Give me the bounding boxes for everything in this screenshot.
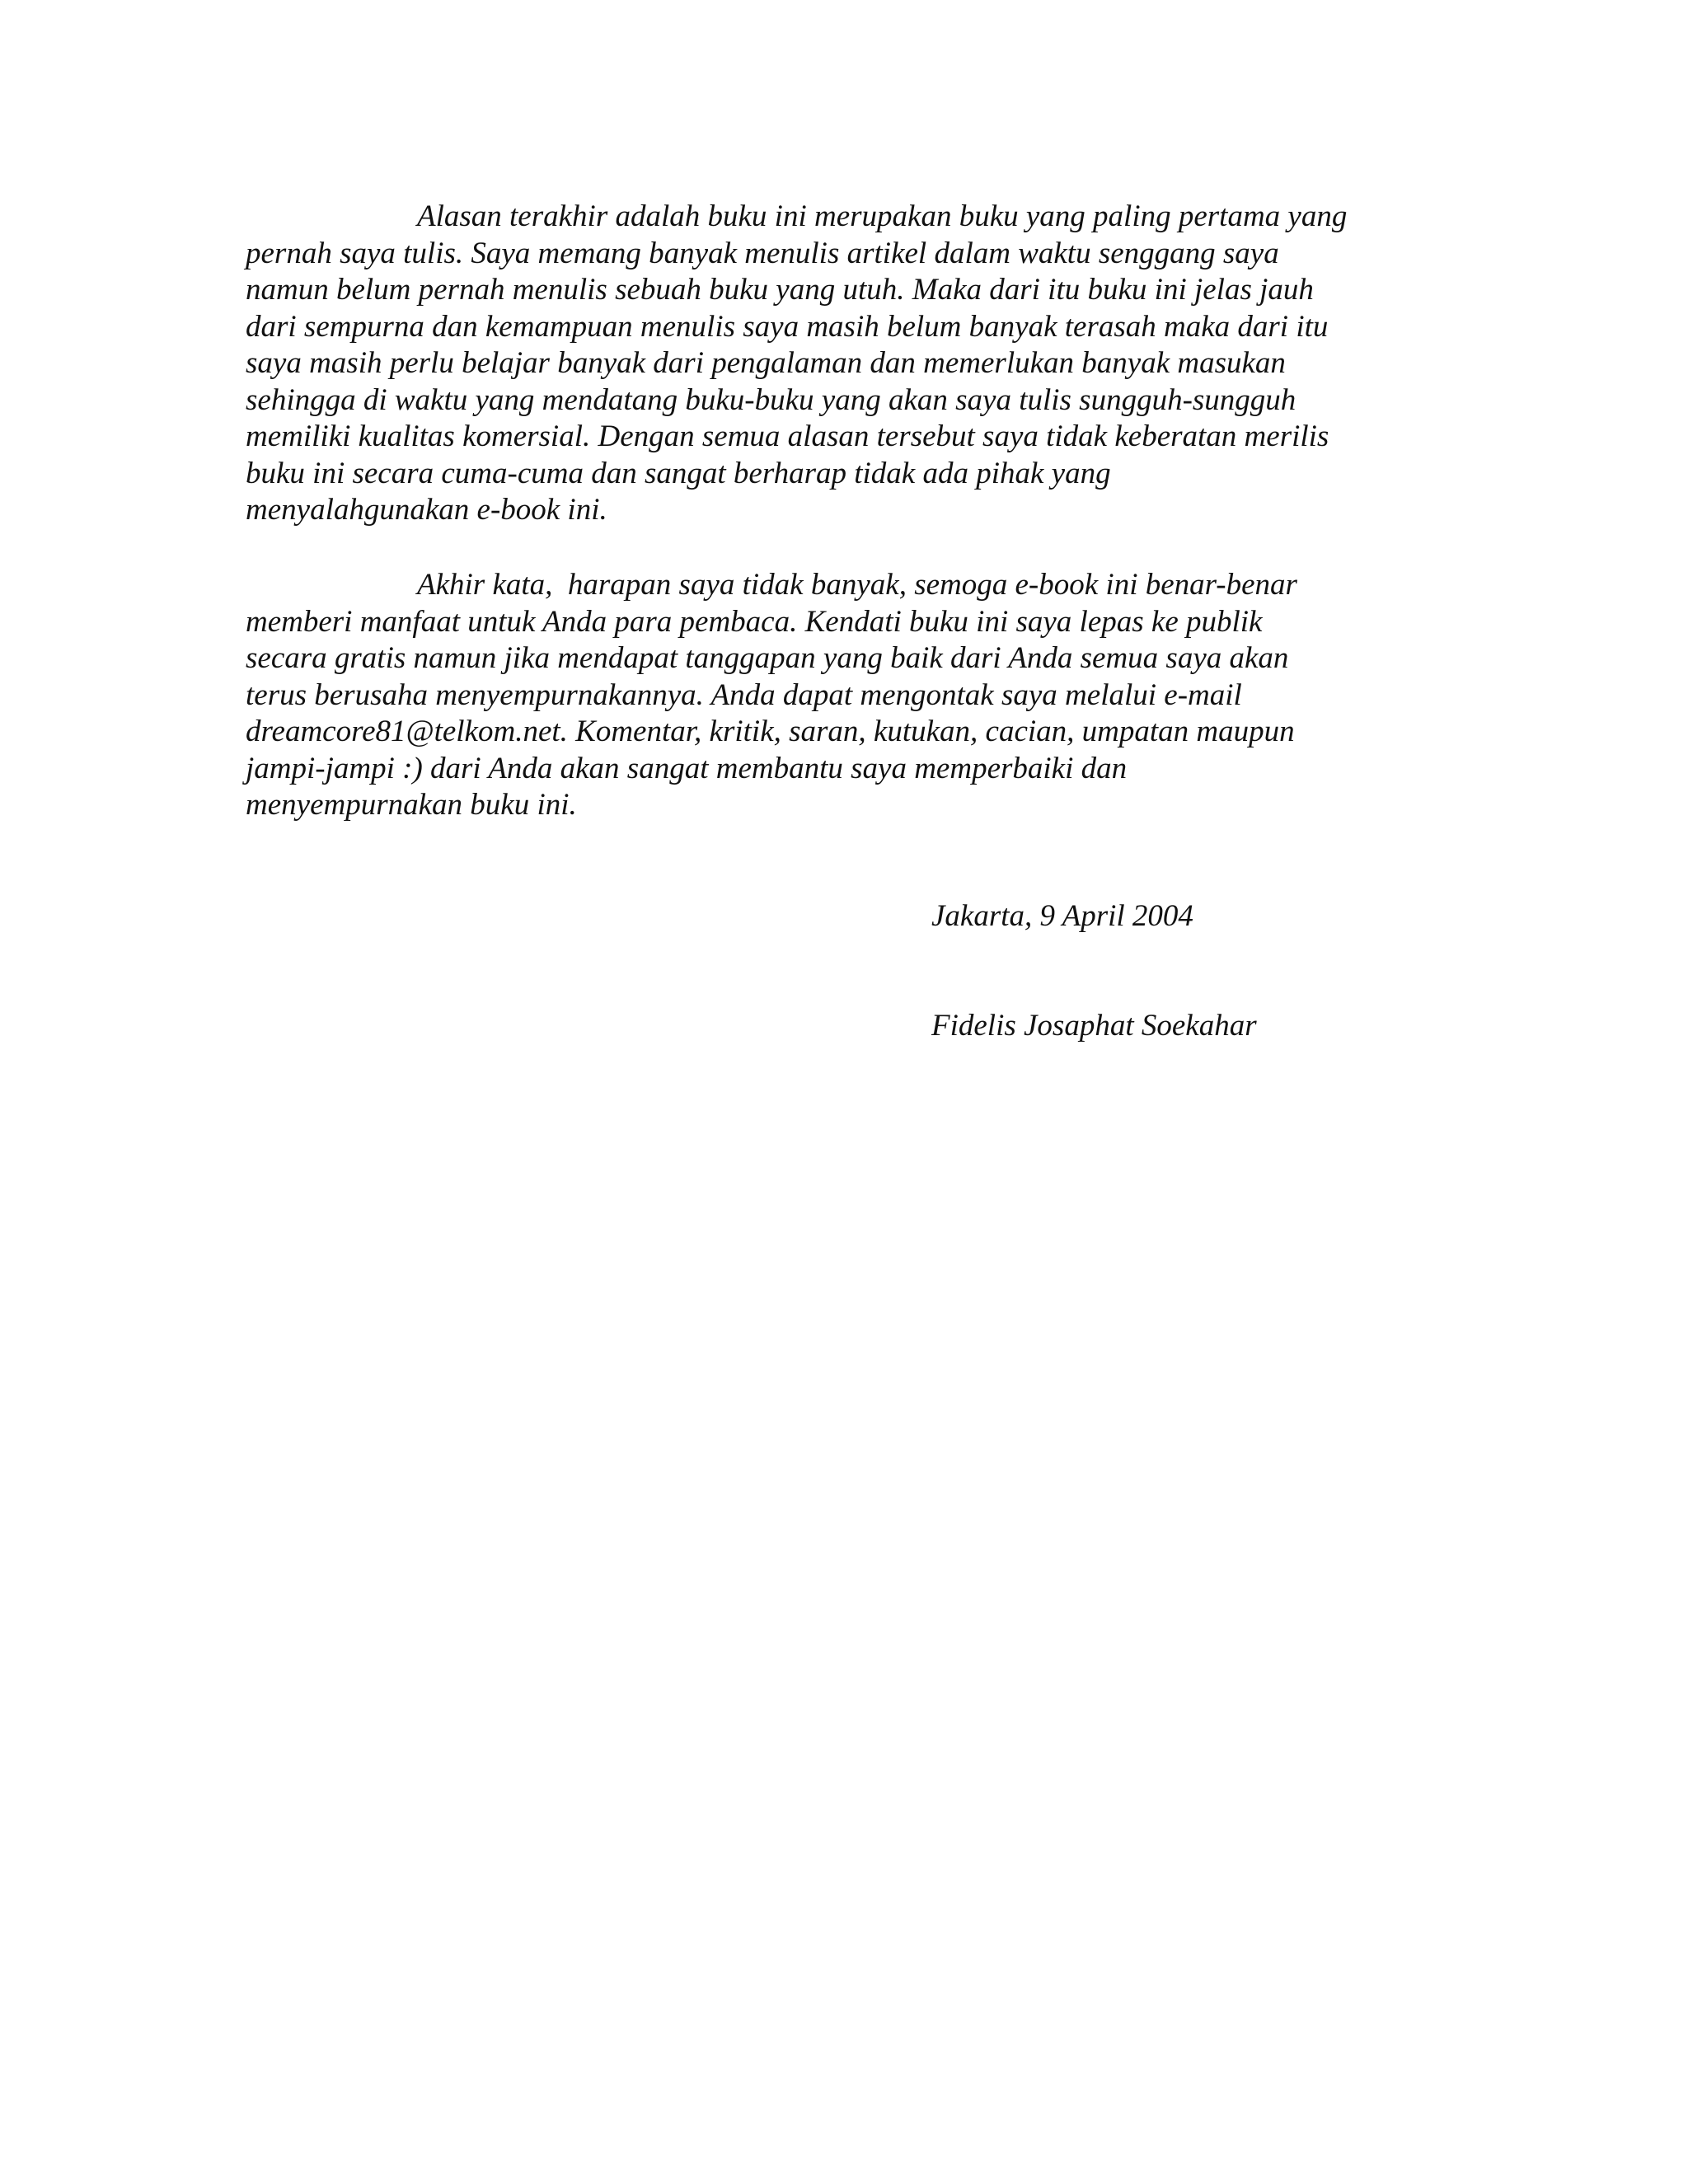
paragraph-line: terus berusaha menyempurnakannya. Anda dapat mengontak saya melalui e-mail bbox=[246, 677, 1242, 712]
paragraph-line: menyalahgunakan e-book ini. bbox=[246, 493, 607, 527]
paragraph-line: memberi manfaat untuk Anda para pembaca. Kendati buku ini saya lepas ke publik bbox=[246, 604, 1263, 639]
paragraph-line: dari sempurna dan kemampuan menulis saya masih belum banyak terasah maka dari itu bbox=[246, 309, 1329, 344]
paragraph-line: memiliki kualitas komersial. Dengan semua alasan tersebut saya tidak keberatan merilis bbox=[246, 419, 1329, 453]
paragraph-line: secara gratis namun jika mendapat tanggapan yang baik dari Anda semua saya akan bbox=[246, 641, 1289, 675]
paragraph-line: jampi-jampi :) dari Anda akan sangat membantu saya memperbaiki dan bbox=[246, 751, 1128, 785]
paragraph-line: dreamcore81@telkom.net. Komentar, kritik, saran, kutukan, cacian, umpatan maupun bbox=[246, 715, 1295, 748]
paragraph-line: Akhir kata, harapan saya tidak banyak, semoga e-book ini benar-benar bbox=[417, 568, 1297, 602]
paragraph-line: Alasan terakhir adalah buku ini merupakan buku yang paling pertama yang bbox=[417, 199, 1348, 233]
paragraph-line: saya masih perlu belajar banyak dari pengalaman dan memerlukan banyak masukan bbox=[246, 346, 1286, 380]
signature-name: Fidelis Josaphat Soekahar bbox=[931, 1009, 1257, 1043]
signature-place-date: Jakarta, 9 April 2004 bbox=[931, 899, 1193, 933]
paragraph-line: menyempurnakan buku ini. bbox=[246, 788, 577, 822]
paragraph-line: sehingga di waktu yang mendatang buku-buku yang akan saya tulis sungguh-sungguh bbox=[246, 382, 1296, 417]
paragraph-line: buku ini secara cuma-cuma dan sangat berharap tidak ada pihak yang bbox=[246, 456, 1111, 490]
paragraph-closing bbox=[246, 567, 1465, 824]
paragraph-line: pernah saya tulis. Saya memang banyak menulis artikel dalam waktu senggang saya bbox=[246, 236, 1279, 270]
paragraph-reasons bbox=[246, 199, 1465, 529]
paragraph-line: namun belum pernah menulis sebuah buku yang utuh. Maka dari itu buku ini jelas jauh bbox=[246, 273, 1314, 307]
